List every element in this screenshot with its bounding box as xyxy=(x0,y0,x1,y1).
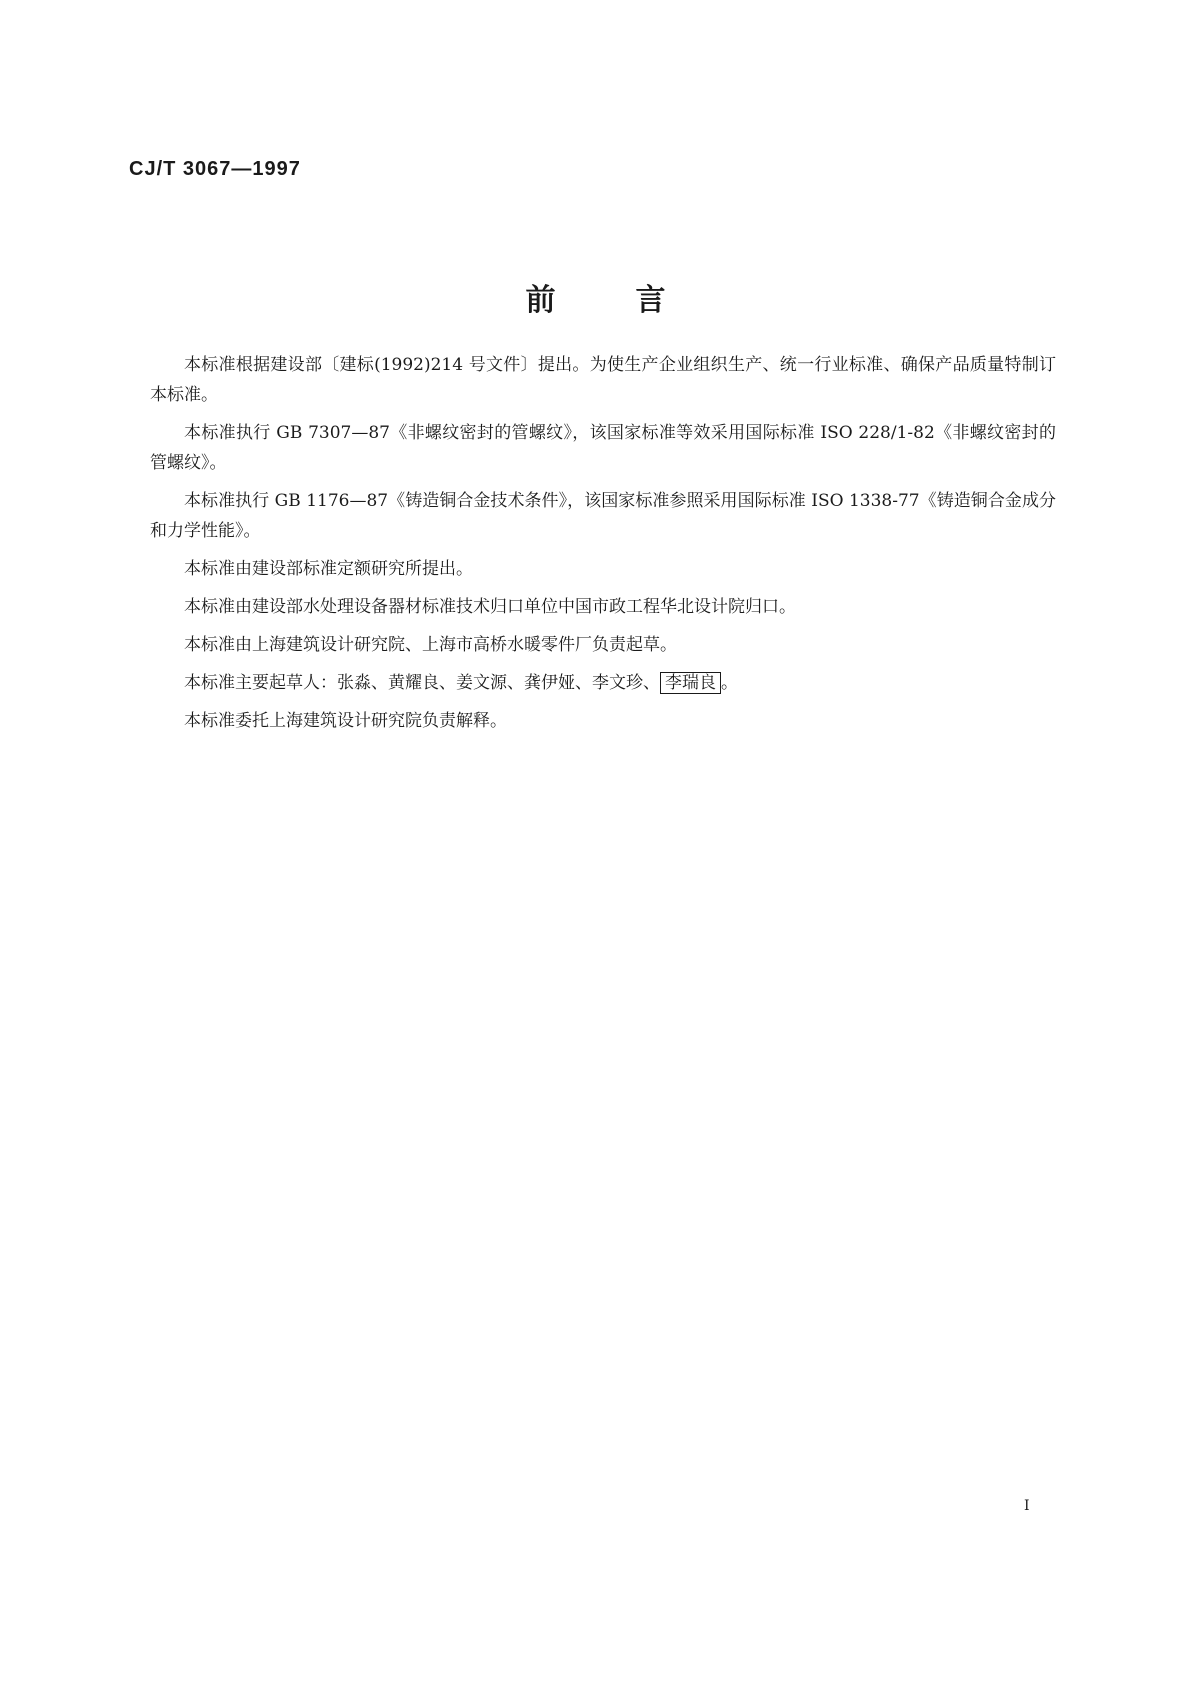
paragraph: 本标准执行 GB 7307—87《非螺纹密封的管螺纹》，该国家标准等效采用国际标准 ISO 228/1-82《非螺纹密封的管螺纹》。 xyxy=(150,423,1056,473)
paragraph: 本标准由建设部标准定额研究所提出。 xyxy=(184,559,473,579)
paragraph: 本标准由上海建筑设计研究院、上海市高桥水暖零件厂负责起草。 xyxy=(184,635,677,655)
drafters-list: 本标准主要起草人：张淼、黄耀良、姜文源、龚伊娅、李文珍、 xyxy=(184,673,660,693)
page-number: I xyxy=(1024,1498,1030,1514)
page-title: 前言 xyxy=(525,283,746,318)
drafters-end-mark: 。 xyxy=(721,673,738,693)
paragraph: 本标准执行 GB 1176—87《铸造铜合金技术条件》，该国家标准参照采用国际标准 ISO 1338-77《铸造铜合金成分和力学性能》。 xyxy=(150,491,1056,541)
drafters-paragraph xyxy=(150,668,1056,698)
foreword-body xyxy=(150,350,1056,744)
paragraph: 本标准委托上海建筑设计研究院负责解释。 xyxy=(184,711,507,731)
paragraph: 本标准由建设部水处理设备器材标准技术归口单位中国市政工程华北设计院归口。 xyxy=(184,597,796,617)
paragraph: 本标准根据建设部〔建标(1992)214 号文件〕提出。为使生产企业组织生产、统一行业标准、确保产品质量特制订本标准。 xyxy=(150,355,1056,405)
standard-code: CJ/T 3067—1997 xyxy=(129,158,301,180)
boxed-drafter-name: 李瑞良 xyxy=(660,672,721,694)
